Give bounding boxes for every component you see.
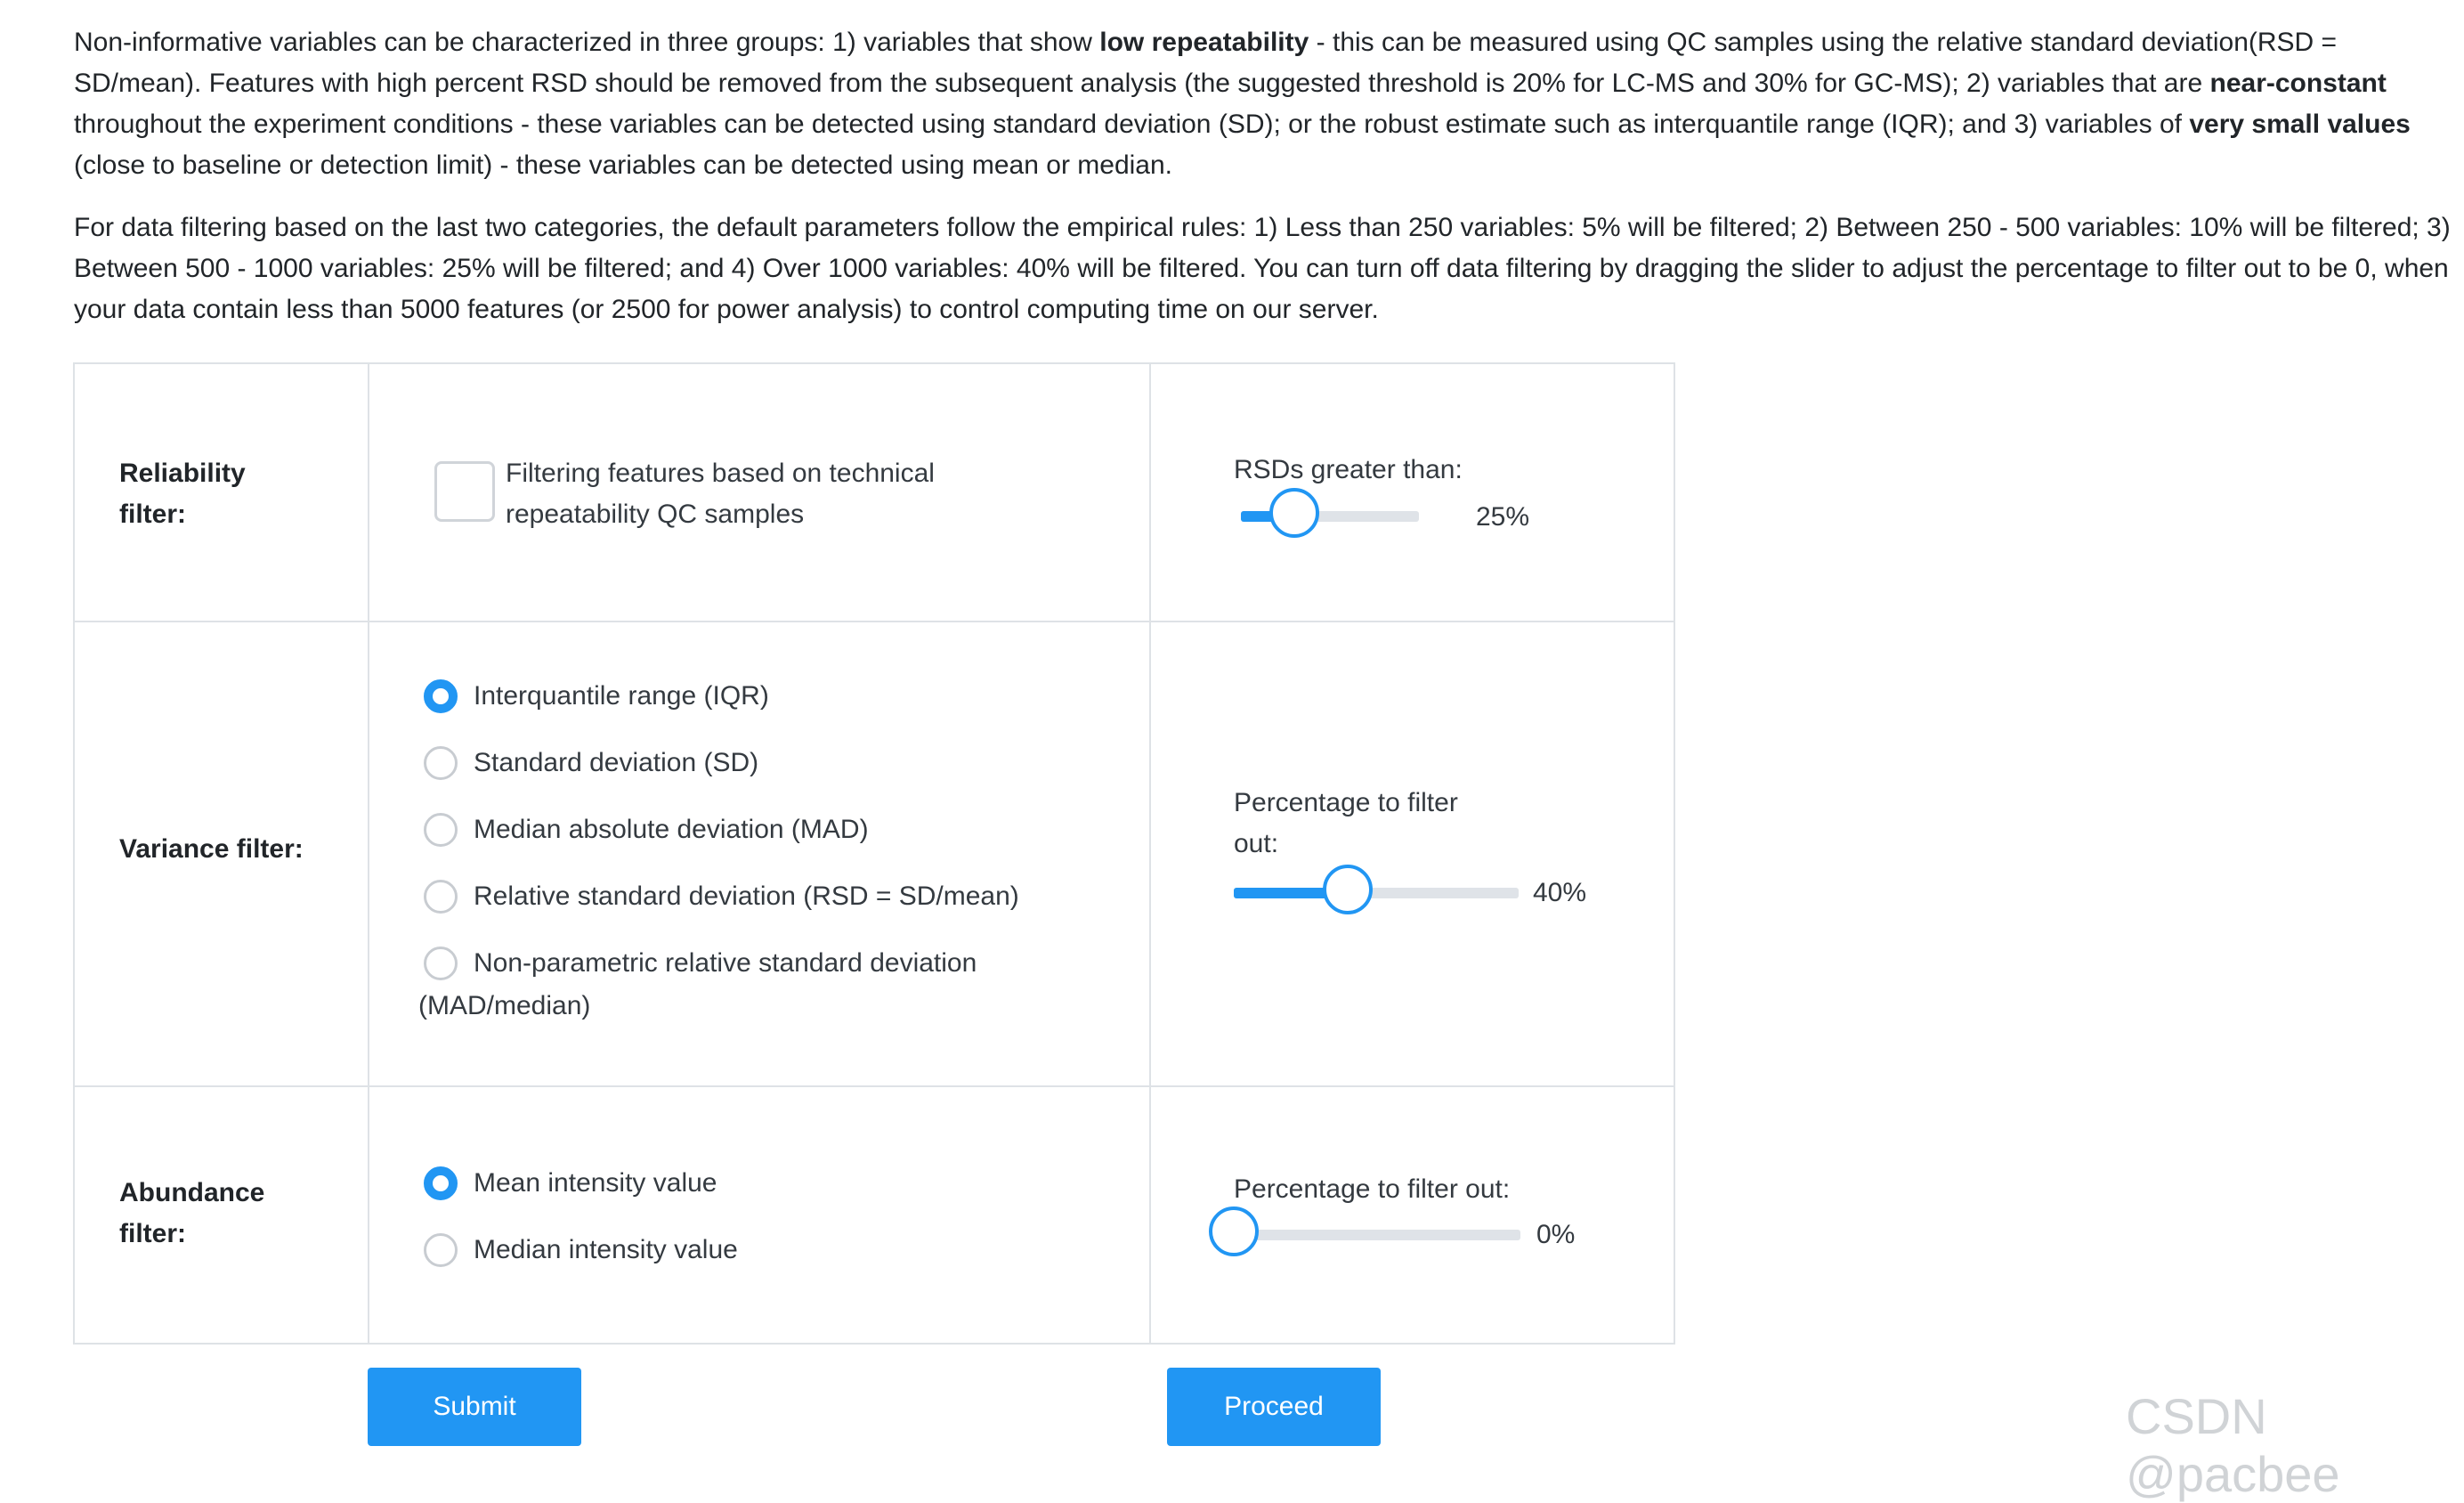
- abundance-slider-handle[interactable]: [1209, 1206, 1259, 1256]
- reliability-checkbox-label[interactable]: Filtering features based on technical repeatability QC samples: [506, 459, 935, 529]
- variance-row: [75, 622, 1677, 1085]
- intro-emphasis: very small values: [2189, 110, 2411, 139]
- variance-method-radio-label[interactable]: Interquantile range (IQR): [474, 681, 769, 711]
- intro-text: throughout the experiment conditions - these variables can be detected using standard deviation (SD); or the robust estimate such as interquantile range (IQR); and 3) variables of: [74, 110, 2190, 139]
- filter-table: [73, 362, 1675, 1345]
- rsd-value: 25%: [1476, 502, 1530, 532]
- variance-method-radio-label[interactable]: Non-parametric relative standard deviation: [474, 948, 977, 978]
- variance-slider-handle[interactable]: [1323, 865, 1373, 914]
- abundance-method-radio-label[interactable]: Median intensity value: [474, 1235, 738, 1264]
- proceed-button[interactable]: Proceed: [1167, 1368, 1381, 1446]
- variance-method-radio-label[interactable]: Relative standard deviation (RSD = SD/mean): [474, 881, 1019, 911]
- variance-method-radio-3[interactable]: [424, 876, 1019, 917]
- radio-button-icon[interactable]: [424, 880, 458, 914]
- radio-button-icon[interactable]: [424, 1233, 458, 1267]
- variance-method-radio-2[interactable]: [424, 809, 869, 850]
- rsd-slider-title: RSDs greater than:: [1234, 455, 1463, 484]
- intro-paragraph-1: [74, 22, 2451, 186]
- variance-value: 40%: [1533, 878, 1587, 907]
- abundance-filter-label: Abundance filter:: [119, 1178, 265, 1248]
- intro-text: Non-informative variables can be characterized in three groups: 1) variables that show: [74, 28, 1100, 57]
- abundance-value: 0%: [1536, 1220, 1576, 1249]
- submit-button[interactable]: Submit: [368, 1368, 581, 1446]
- variance-slider[interactable]: [1234, 888, 1519, 898]
- reliability-filter-label: Reliability filter:: [119, 459, 246, 529]
- variance-slider-title: Percentage to filter out:: [1234, 788, 1458, 858]
- abundance-method-radio-label[interactable]: Mean intensity value: [474, 1168, 717, 1198]
- abundance-method-group: [424, 1087, 1136, 1345]
- variance-method-radio-0[interactable]: [424, 676, 769, 717]
- rsd-slider[interactable]: [1241, 511, 1419, 522]
- variance-method-group: [418, 622, 1136, 1085]
- intro-paragraph-2: For data filtering based on the last two categories, the default parameters follow the empirical rules: 1) Less than 250 variables: 5% will be filtered; 2) Between 250 - 500 variables: 10% will be filtered; 3) Between 500 - 1000 variables: 25% will be filtered; and 4) Over 1000 variables: 40% will be filtered. You can turn off data filtering by dragging the slider to adjust the percentage to filter out to be 0, when your data contain less than 5000 features (or 2500 for power analysis) to control computing time on our server.: [74, 213, 2451, 324]
- intro-emphasis: near-constant: [2209, 69, 2387, 98]
- intro-emphasis: low repeatability: [1099, 28, 1309, 57]
- abundance-slider[interactable]: [1234, 1230, 1520, 1240]
- radio-button-icon[interactable]: [424, 946, 458, 980]
- variance-method-radio-4[interactable]: [424, 943, 977, 984]
- radio-button-icon[interactable]: [424, 679, 458, 713]
- radio-button-icon[interactable]: [424, 1166, 458, 1200]
- variance-method-radio-1[interactable]: [424, 743, 758, 784]
- abundance-slider-title: Percentage to filter out:: [1234, 1174, 1511, 1204]
- intro-text: (close to baseline or detection limit) - these variables can be detected using mean or median.: [74, 150, 1172, 180]
- reliability-row: [75, 364, 1677, 621]
- abundance-method-radio-0[interactable]: [424, 1163, 717, 1204]
- radio-button-icon[interactable]: [424, 746, 458, 780]
- reliability-checkbox[interactable]: [434, 461, 495, 522]
- watermark: CSDN @pacbee: [2126, 1388, 2340, 1502]
- variance-method-radio-label-continued[interactable]: (MAD/median): [418, 991, 591, 1020]
- abundance-row: [75, 1087, 1677, 1345]
- intro-text: - this can be measured using QC samples using the relative standard deviation(RSD = SD/mean). Features with high percent RSD should be removed from the subsequent analysis (the suggested threshold is 20% for LC-MS and 30% for GC-MS); 2) variables that are: [74, 28, 2338, 98]
- rsd-slider-handle[interactable]: [1269, 488, 1319, 538]
- variance-filter-label: Variance filter:: [119, 834, 304, 864]
- variance-method-radio-label[interactable]: Standard deviation (SD): [474, 748, 759, 777]
- radio-button-icon[interactable]: [424, 813, 458, 847]
- abundance-method-radio-1[interactable]: [424, 1230, 738, 1271]
- variance-method-radio-label[interactable]: Median absolute deviation (MAD): [474, 815, 869, 844]
